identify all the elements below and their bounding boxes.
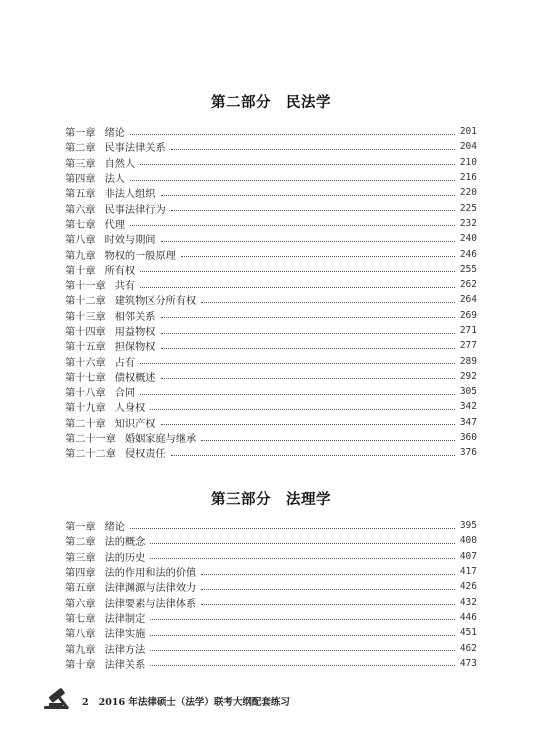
leader-dots (171, 148, 455, 150)
chapter-number: 第十九章 (65, 403, 106, 415)
chapter-title: 侵权责任 (124, 449, 166, 461)
chapter-title: 法律制定 (104, 613, 146, 625)
book-title: 2016 年法律硕士（法学）联考大纲配套练习 (98, 697, 290, 708)
toc-entry (65, 399, 477, 414)
toc-entry (65, 445, 477, 460)
chapter-title: 时效与期间 (104, 235, 156, 247)
chapter-number: 第三章 (65, 158, 96, 170)
chapter-number: 第十七章 (65, 372, 106, 384)
toc-entry (65, 415, 477, 430)
gavel-icon (40, 684, 78, 710)
page-ref: 432 (459, 596, 477, 608)
chapter-number: 第一章 (65, 522, 96, 534)
leader-dots (161, 194, 455, 196)
chapter-title: 法律方法 (104, 644, 146, 656)
toc-entry (65, 353, 477, 368)
leader-dots (150, 557, 455, 559)
chapter-title: 民事法律关系 (104, 143, 166, 155)
page-ref: 292 (459, 370, 477, 382)
chapter-title: 共有 (114, 281, 136, 293)
toc-entry (65, 170, 477, 185)
leader-dots (140, 362, 455, 364)
chapter-title: 非法人组织 (104, 189, 156, 201)
page-ref: 360 (459, 432, 477, 444)
chapter-number: 第一章 (65, 128, 96, 140)
chapter-number: 第十五章 (65, 342, 106, 354)
chapter-title: 自然人 (104, 158, 136, 170)
chapter-title: 代理 (104, 219, 125, 231)
page-ref: 264 (459, 294, 477, 306)
chapter-number: 第二章 (65, 537, 96, 549)
chapter-title: 建筑物区分所有权 (114, 296, 197, 308)
chapter-number: 第四章 (65, 174, 96, 186)
chapter-number: 第十章 (65, 265, 96, 277)
chapter-number: 第六章 (65, 598, 96, 610)
chapter-title: 知识产权 (114, 418, 156, 430)
page-footer (40, 684, 290, 710)
chapter-title: 法律要素与法律体系 (104, 598, 197, 610)
page-ref: 220 (459, 187, 477, 199)
leader-dots (140, 270, 455, 272)
leader-dots (161, 316, 455, 318)
page-ref: 232 (459, 217, 477, 229)
toc-entry (65, 564, 477, 579)
page-ref: 426 (459, 581, 477, 593)
toc-entry (65, 185, 477, 200)
toc-entry (65, 200, 477, 215)
page-ref: 451 (459, 627, 477, 639)
chapter-title: 法的概念 (104, 537, 146, 549)
chapter-number: 第二十一章 (65, 434, 116, 446)
leader-dots (201, 439, 455, 441)
chapter-title: 婚姻家庭与继承 (124, 434, 197, 446)
chapter-title: 法律关系 (104, 659, 146, 671)
chapter-title: 合同 (114, 388, 136, 400)
leader-dots (171, 209, 455, 211)
chapter-number: 第五章 (65, 583, 96, 595)
page-ref: 225 (459, 202, 477, 214)
page-ref: 246 (459, 248, 477, 260)
page-ref: 462 (459, 642, 477, 654)
chapter-number: 第九章 (65, 644, 96, 656)
leader-dots (150, 649, 455, 651)
toc-entry (65, 610, 477, 625)
chapter-number: 第六章 (65, 204, 96, 216)
toc-entry (65, 518, 477, 533)
chapter-title: 民事法律行为 (104, 204, 166, 216)
toc-entry (65, 533, 477, 548)
leader-dots (201, 301, 455, 303)
leader-dots (161, 240, 455, 242)
toc-entry (65, 594, 477, 609)
chapter-title: 法人 (104, 174, 125, 186)
chapter-number: 第十四章 (65, 327, 106, 338)
chapter-title: 债权概述 (114, 372, 156, 384)
toc-entry (65, 308, 477, 323)
leader-dots (181, 255, 455, 257)
leader-dots (201, 573, 455, 575)
page-ref: 376 (459, 447, 477, 459)
chapter-number: 第十二章 (65, 296, 106, 308)
leader-dots (161, 423, 455, 425)
chapter-title: 法律实施 (104, 629, 146, 641)
toc-entry (65, 430, 477, 445)
page-ref: 473 (459, 657, 477, 669)
page-ref: 240 (459, 233, 477, 245)
page-ref: 271 (459, 325, 477, 336)
leader-dots (171, 454, 455, 456)
leader-dots (130, 133, 455, 135)
part3-title: 第三部分 法理学 (211, 491, 331, 508)
chapter-number: 第七章 (65, 613, 96, 625)
chapter-title: 所有权 (104, 265, 136, 277)
toc-entry (65, 277, 477, 292)
page-ref: 446 (459, 611, 477, 623)
chapter-title: 用益物权 (114, 327, 156, 338)
chapter-title: 法的历史 (104, 552, 146, 564)
leader-dots (161, 377, 455, 379)
leader-dots (150, 408, 455, 410)
toc-entry (65, 338, 477, 353)
page-ref: 395 (459, 520, 477, 532)
chapter-number: 第二十章 (65, 418, 106, 430)
chapter-title: 绪论 (104, 128, 125, 140)
chapter-title: 占有 (114, 357, 136, 369)
chapter-number: 第五章 (65, 189, 96, 201)
leader-dots (201, 603, 455, 605)
chapter-number: 第九章 (65, 250, 96, 262)
toc-entry (65, 384, 477, 399)
toc-entry (65, 155, 477, 170)
page-ref: 289 (459, 355, 477, 367)
chapter-title: 法的作用和法的价值 (104, 568, 197, 580)
toc-entry (65, 246, 477, 261)
toc-entry (65, 262, 477, 277)
leader-dots (140, 163, 455, 165)
leader-dots (130, 179, 455, 181)
page-number: 2 (82, 697, 89, 708)
leader-dots (150, 618, 455, 620)
chapter-title: 法律渊源与法律效力 (104, 583, 197, 595)
part2-title: 第二部分 民法学 (211, 94, 331, 111)
chapter-number: 第二十二章 (65, 449, 116, 461)
chapter-number: 第八章 (65, 629, 96, 641)
page-ref: 262 (459, 279, 477, 291)
leader-dots (130, 527, 455, 529)
toc-entry (65, 216, 477, 231)
leader-dots (130, 224, 455, 226)
leader-dots (161, 347, 455, 349)
chapter-title: 担保物权 (114, 342, 156, 354)
part3-toc-list (65, 518, 477, 671)
leader-dots (161, 332, 455, 334)
toc-entry (65, 292, 477, 307)
toc-entry (65, 369, 477, 384)
page-ref: 305 (459, 386, 477, 398)
page-ref: 269 (459, 309, 477, 321)
chapter-title: 人身权 (114, 403, 146, 415)
page-ref: 255 (459, 263, 477, 275)
chapter-number: 第十八章 (65, 388, 106, 400)
page-ref: 342 (459, 401, 477, 413)
chapter-number: 第十三章 (65, 311, 106, 323)
page-ref: 210 (459, 156, 477, 168)
toc-entry (65, 231, 477, 246)
toc-entry (65, 549, 477, 564)
leader-dots (150, 664, 455, 666)
toc-entry (65, 656, 477, 671)
page-ref: 347 (459, 416, 477, 428)
page-ref: 277 (459, 340, 477, 352)
page-ref: 204 (459, 141, 477, 153)
chapter-number: 第十一章 (65, 281, 106, 293)
chapter-number: 第四章 (65, 568, 96, 580)
chapter-number: 第十六章 (65, 357, 106, 369)
page-ref: 400 (459, 535, 477, 547)
leader-dots (140, 393, 455, 395)
leader-dots (150, 542, 455, 544)
page-ref: 201 (459, 126, 477, 138)
chapter-title: 相邻关系 (114, 311, 156, 323)
page-ref: 417 (459, 566, 477, 578)
chapter-number: 第二章 (65, 143, 96, 155)
chapter-number: 第七章 (65, 219, 96, 231)
chapter-title: 物权的一般原理 (104, 250, 176, 262)
leader-dots (140, 286, 455, 288)
toc-entry (65, 625, 477, 640)
part2-toc-list (65, 124, 477, 461)
leader-dots (150, 634, 455, 636)
chapter-number: 第八章 (65, 235, 96, 247)
leader-dots (201, 588, 455, 590)
toc-entry (65, 579, 477, 594)
toc-entry (65, 323, 477, 338)
chapter-number: 第三章 (65, 552, 96, 564)
page-ref: 216 (459, 172, 477, 184)
chapter-title: 绪论 (104, 522, 125, 534)
toc-entry (65, 640, 477, 655)
toc-entry (65, 124, 477, 139)
toc-entry (65, 139, 477, 154)
chapter-number: 第十章 (65, 659, 96, 671)
page-ref: 407 (459, 550, 477, 562)
